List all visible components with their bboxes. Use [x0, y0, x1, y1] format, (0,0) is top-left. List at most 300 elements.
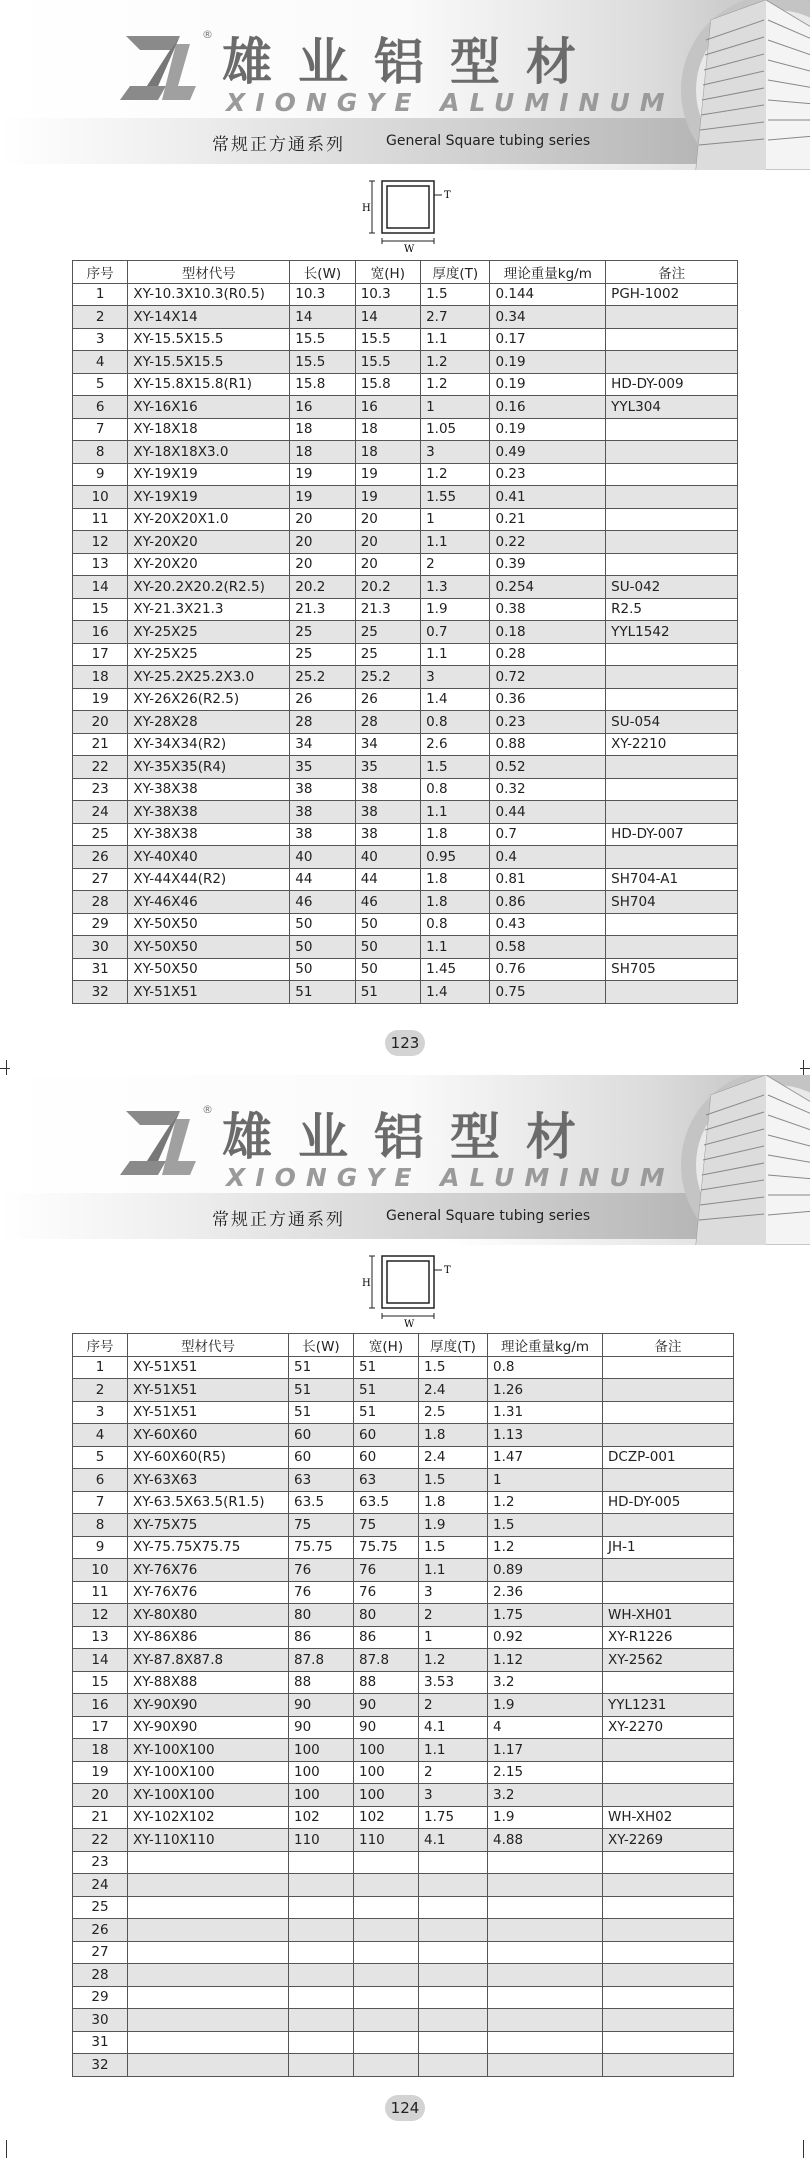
table-row	[73, 328, 738, 351]
length-w-cell: 25.2	[290, 666, 355, 689]
profile-code-cell: XY-40X40	[128, 846, 290, 869]
row-number-cell: 7	[73, 418, 128, 441]
length-w-cell: 40	[290, 846, 355, 869]
brand-name-en: XIONGYE ALUMINUM	[226, 88, 675, 117]
width-h-cell: 51	[355, 981, 420, 1004]
remark-cell: XY-R1226	[603, 1626, 734, 1649]
remark-cell	[603, 1671, 734, 1694]
diagram-label-h: H	[362, 203, 371, 214]
diagram-label-h: H	[362, 1278, 371, 1289]
length-w-cell: 35	[290, 756, 355, 779]
profile-code-cell: XY-15.5X15.5	[128, 351, 290, 374]
thickness-t-cell: 2.4	[419, 1379, 488, 1402]
profile-code-cell	[128, 1874, 289, 1897]
series-title-cn: 常规正方通系列	[212, 135, 345, 155]
width-h-cell: 80	[354, 1604, 419, 1627]
diagram-label-w: W	[404, 244, 415, 253]
remark-cell	[603, 1581, 734, 1604]
thickness-t-cell: 1.5	[419, 1356, 488, 1379]
width-h-cell: 15.8	[355, 373, 420, 396]
remark-cell: HD-DY-007	[606, 823, 738, 846]
remark-cell	[603, 1559, 734, 1582]
profile-code-cell: XY-51X51	[128, 1401, 289, 1424]
profile-code-cell: XY-19X19	[128, 486, 290, 509]
weight-cell: 0.39	[490, 553, 606, 576]
table-row	[73, 373, 738, 396]
profile-code-cell: XY-20X20	[128, 553, 290, 576]
width-h-cell: 63.5	[354, 1491, 419, 1514]
table-row	[73, 1356, 734, 1379]
width-h-cell: 75.75	[354, 1536, 419, 1559]
remark-cell	[606, 463, 738, 486]
weight-cell: 0.16	[490, 396, 606, 419]
length-w-cell: 25	[290, 643, 355, 666]
row-number-cell: 30	[73, 2009, 128, 2032]
row-number-cell: 11	[73, 508, 128, 531]
row-number-cell: 26	[73, 846, 128, 869]
remark-cell	[603, 1919, 734, 1942]
weight-cell: 0.21	[490, 508, 606, 531]
length-w-cell: 15.5	[290, 351, 355, 374]
page-number: 124	[385, 2095, 425, 2121]
weight-cell	[488, 1851, 603, 1874]
profile-code-cell: XY-28X28	[128, 711, 290, 734]
table-header-row	[73, 1334, 734, 1357]
length-w-cell: 75	[289, 1514, 354, 1537]
row-number-cell: 22	[73, 1829, 128, 1852]
thickness-t-cell: 1.5	[419, 1536, 488, 1559]
page-header	[0, 1075, 810, 1245]
profile-code-cell: XY-50X50	[128, 913, 290, 936]
length-w-cell: 110	[289, 1829, 354, 1852]
weight-cell: 2.36	[488, 1581, 603, 1604]
remark-cell	[606, 351, 738, 374]
width-h-cell: 21.3	[355, 598, 420, 621]
profile-code-cell: XY-60X60	[128, 1424, 289, 1447]
remark-cell	[603, 1424, 734, 1447]
table-row	[73, 1761, 734, 1784]
length-w-cell: 100	[289, 1739, 354, 1762]
remark-cell	[606, 553, 738, 576]
width-h-cell: 44	[355, 868, 420, 891]
thickness-t-cell	[419, 2031, 488, 2054]
thickness-t-cell: 1.8	[421, 868, 490, 891]
table-row	[73, 486, 738, 509]
thickness-t-cell	[419, 1919, 488, 1942]
remark-cell: HD-DY-005	[603, 1491, 734, 1514]
weight-cell: 0.36	[490, 688, 606, 711]
thickness-t-cell: 2	[419, 1761, 488, 1784]
remark-cell	[606, 418, 738, 441]
table-row	[73, 1469, 734, 1492]
table-row	[73, 1964, 734, 1987]
thickness-t-cell: 1.5	[421, 283, 490, 306]
table-row	[73, 508, 738, 531]
length-w-cell: 50	[290, 958, 355, 981]
remark-cell	[606, 688, 738, 711]
width-h-cell: 34	[355, 733, 420, 756]
table-row	[73, 1716, 734, 1739]
thickness-t-cell: 1.8	[419, 1424, 488, 1447]
table-row	[73, 1851, 734, 1874]
crop-mark	[800, 1068, 810, 1069]
row-number-cell: 22	[73, 756, 128, 779]
thickness-t-cell: 1	[421, 508, 490, 531]
weight-cell: 1.13	[488, 1424, 603, 1447]
thickness-t-cell: 1.1	[421, 328, 490, 351]
weight-cell: 0.44	[490, 801, 606, 824]
profile-code-cell: XY-51X51	[128, 1356, 289, 1379]
table-body	[73, 1356, 734, 2076]
row-number-cell: 24	[73, 801, 128, 824]
remark-cell	[603, 1784, 734, 1807]
width-h-cell: 25.2	[355, 666, 420, 689]
width-h-cell	[354, 1964, 419, 1987]
weight-cell: 0.19	[490, 418, 606, 441]
length-w-cell	[289, 1986, 354, 2009]
remark-cell: R2.5	[606, 598, 738, 621]
profile-code-cell: XY-88X88	[128, 1671, 289, 1694]
width-h-cell: 35	[355, 756, 420, 779]
profile-code-cell: XY-51X51	[128, 981, 290, 1004]
remark-cell	[606, 486, 738, 509]
table-row	[73, 1806, 734, 1829]
square-tube-diagram	[360, 175, 460, 253]
profile-code-cell: XY-76X76	[128, 1581, 289, 1604]
row-number-cell: 23	[73, 1851, 128, 1874]
width-h-cell: 60	[354, 1446, 419, 1469]
length-w-cell: 38	[290, 823, 355, 846]
column-header: 厚度(T)	[421, 261, 490, 284]
profile-code-cell: XY-90X90	[128, 1694, 289, 1717]
width-h-cell: 50	[355, 913, 420, 936]
profile-code-cell: XY-76X76	[128, 1559, 289, 1582]
width-h-cell: 20	[355, 508, 420, 531]
length-w-cell: 51	[289, 1401, 354, 1424]
length-w-cell: 51	[290, 981, 355, 1004]
width-h-cell	[354, 1874, 419, 1897]
row-number-cell: 9	[73, 463, 128, 486]
width-h-cell: 15.5	[355, 328, 420, 351]
table-row	[73, 1739, 734, 1762]
thickness-t-cell: 4.1	[419, 1716, 488, 1739]
length-w-cell: 28	[290, 711, 355, 734]
width-h-cell: 19	[355, 463, 420, 486]
remark-cell	[603, 1896, 734, 1919]
weight-cell: 0.22	[490, 531, 606, 554]
length-w-cell: 100	[289, 1761, 354, 1784]
table-row	[73, 1986, 734, 2009]
table-row	[73, 598, 738, 621]
catalog-page-123	[0, 0, 810, 1060]
weight-cell: 0.7	[490, 823, 606, 846]
remark-cell: YYL304	[606, 396, 738, 419]
width-h-cell: 20	[355, 531, 420, 554]
length-w-cell: 60	[289, 1424, 354, 1447]
profile-code-cell: XY-20X20X1.0	[128, 508, 290, 531]
length-w-cell	[289, 1941, 354, 1964]
weight-cell: 1.47	[488, 1446, 603, 1469]
thickness-t-cell: 1.2	[421, 351, 490, 374]
length-w-cell	[289, 1896, 354, 1919]
remark-cell: JH-1	[603, 1536, 734, 1559]
catalog-page-124	[0, 1075, 810, 2135]
length-w-cell: 10.3	[290, 283, 355, 306]
width-h-cell: 14	[355, 306, 420, 329]
weight-cell: 0.17	[490, 328, 606, 351]
width-h-cell: 15.5	[355, 351, 420, 374]
profile-code-cell	[128, 2031, 289, 2054]
row-number-cell: 9	[73, 1536, 128, 1559]
crop-mark	[6, 2140, 7, 2158]
row-number-cell: 15	[73, 598, 128, 621]
thickness-t-cell: 1.8	[421, 891, 490, 914]
row-number-cell: 10	[73, 1559, 128, 1582]
thickness-t-cell: 3	[421, 441, 490, 464]
profile-code-cell: XY-18X18	[128, 418, 290, 441]
row-number-cell: 1	[73, 283, 128, 306]
length-w-cell	[289, 1919, 354, 1942]
row-number-cell: 29	[73, 1986, 128, 2009]
row-number-cell: 32	[73, 2054, 128, 2077]
weight-cell: 1.12	[488, 1649, 603, 1672]
length-w-cell: 63.5	[289, 1491, 354, 1514]
profile-code-cell	[128, 2054, 289, 2077]
profile-code-cell: XY-50X50	[128, 958, 290, 981]
thickness-t-cell: 2	[419, 1694, 488, 1717]
remark-cell	[606, 328, 738, 351]
length-w-cell: 76	[289, 1581, 354, 1604]
weight-cell: 1.75	[488, 1604, 603, 1627]
length-w-cell: 90	[289, 1716, 354, 1739]
thickness-t-cell: 1.9	[421, 598, 490, 621]
weight-cell: 1.2	[488, 1536, 603, 1559]
profile-code-cell: XY-51X51	[128, 1379, 289, 1402]
row-number-cell: 17	[73, 1716, 128, 1739]
thickness-t-cell: 0.8	[421, 711, 490, 734]
weight-cell: 0.19	[490, 373, 606, 396]
remark-cell	[606, 756, 738, 779]
brand-name-en: XIONGYE ALUMINUM	[226, 1163, 675, 1192]
row-number-cell: 6	[73, 1469, 128, 1492]
weight-cell: 0.23	[490, 711, 606, 734]
row-number-cell: 24	[73, 1874, 128, 1897]
length-w-cell: 63	[289, 1469, 354, 1492]
remark-cell	[603, 1469, 734, 1492]
width-h-cell: 50	[355, 958, 420, 981]
remark-cell	[603, 1964, 734, 1987]
table-row	[73, 1626, 734, 1649]
width-h-cell	[354, 2009, 419, 2032]
weight-cell: 0.92	[488, 1626, 603, 1649]
weight-cell: 0.41	[490, 486, 606, 509]
thickness-t-cell: 1.4	[421, 981, 490, 1004]
length-w-cell: 60	[289, 1446, 354, 1469]
row-number-cell: 27	[73, 868, 128, 891]
width-h-cell: 38	[355, 778, 420, 801]
thickness-t-cell: 1	[419, 1626, 488, 1649]
remark-cell	[603, 2009, 734, 2032]
table-row	[73, 621, 738, 644]
table-row	[73, 1514, 734, 1537]
profile-code-cell: XY-110X110	[128, 1829, 289, 1852]
thickness-t-cell	[419, 2009, 488, 2032]
thickness-t-cell: 0.95	[421, 846, 490, 869]
column-header: 备注	[603, 1334, 734, 1357]
remark-cell	[606, 936, 738, 959]
row-number-cell: 7	[73, 1491, 128, 1514]
remark-cell: YYL1231	[603, 1694, 734, 1717]
table-row	[73, 306, 738, 329]
weight-cell	[488, 2031, 603, 2054]
profile-code-cell: XY-50X50	[128, 936, 290, 959]
thickness-t-cell: 1.2	[421, 463, 490, 486]
row-number-cell: 32	[73, 981, 128, 1004]
length-w-cell	[289, 2031, 354, 2054]
table-row	[73, 733, 738, 756]
width-h-cell: 16	[355, 396, 420, 419]
registered-mark: ®	[202, 28, 213, 41]
weight-cell	[488, 1896, 603, 1919]
remark-cell: XY-2270	[603, 1716, 734, 1739]
width-h-cell	[354, 1851, 419, 1874]
row-number-cell: 3	[73, 1401, 128, 1424]
length-w-cell: 88	[289, 1671, 354, 1694]
row-number-cell: 5	[73, 1446, 128, 1469]
row-number-cell: 19	[73, 1761, 128, 1784]
width-h-cell: 100	[354, 1761, 419, 1784]
length-w-cell: 87.8	[289, 1649, 354, 1672]
weight-cell: 0.32	[490, 778, 606, 801]
table-header-row	[73, 261, 738, 284]
length-w-cell: 80	[289, 1604, 354, 1627]
weight-cell: 0.144	[490, 283, 606, 306]
length-w-cell: 21.3	[290, 598, 355, 621]
weight-cell: 1.26	[488, 1379, 603, 1402]
row-number-cell: 28	[73, 891, 128, 914]
length-w-cell: 15.5	[290, 328, 355, 351]
row-number-cell: 21	[73, 1806, 128, 1829]
thickness-t-cell: 1.1	[421, 801, 490, 824]
table-row	[73, 1829, 734, 1852]
weight-cell: 1	[488, 1469, 603, 1492]
width-h-cell: 51	[354, 1379, 419, 1402]
weight-cell: 3.2	[488, 1671, 603, 1694]
table-row	[73, 283, 738, 306]
profile-code-cell: XY-19X19	[128, 463, 290, 486]
row-number-cell: 4	[73, 351, 128, 374]
weight-cell: 0.75	[490, 981, 606, 1004]
length-w-cell: 38	[290, 778, 355, 801]
width-h-cell	[354, 1919, 419, 1942]
column-header: 型材代号	[128, 261, 290, 284]
table-row	[73, 2031, 734, 2054]
row-number-cell: 13	[73, 553, 128, 576]
registered-mark: ®	[202, 1103, 213, 1116]
remark-cell: SU-054	[606, 711, 738, 734]
row-number-cell: 31	[73, 2031, 128, 2054]
width-h-cell	[354, 1941, 419, 1964]
series-title-en: General Square tubing series	[386, 133, 591, 149]
thickness-t-cell: 0.7	[421, 621, 490, 644]
profile-code-cell: XY-20X20	[128, 531, 290, 554]
crop-mark	[6, 1060, 7, 1076]
thickness-t-cell: 3	[421, 666, 490, 689]
width-h-cell: 102	[354, 1806, 419, 1829]
length-w-cell: 20	[290, 553, 355, 576]
thickness-t-cell: 3	[419, 1581, 488, 1604]
row-number-cell: 20	[73, 711, 128, 734]
thickness-t-cell	[419, 1964, 488, 1987]
table-row	[73, 936, 738, 959]
remark-cell	[603, 1514, 734, 1537]
weight-cell: 4.88	[488, 1829, 603, 1852]
table-row	[73, 1581, 734, 1604]
length-w-cell	[289, 1964, 354, 1987]
width-h-cell: 63	[354, 1469, 419, 1492]
row-number-cell: 1	[73, 1356, 128, 1379]
thickness-t-cell: 2	[421, 553, 490, 576]
profile-code-cell: XY-102X102	[128, 1806, 289, 1829]
row-number-cell: 23	[73, 778, 128, 801]
remark-cell	[603, 1401, 734, 1424]
profile-code-cell: XY-100X100	[128, 1784, 289, 1807]
profile-code-cell: XY-44X44(R2)	[128, 868, 290, 891]
weight-cell: 0.49	[490, 441, 606, 464]
brand-name-cn: 雄业铝型材	[222, 32, 602, 91]
table-row	[73, 1671, 734, 1694]
thickness-t-cell: 2.7	[421, 306, 490, 329]
table-row	[73, 778, 738, 801]
width-h-cell	[354, 2031, 419, 2054]
remark-cell	[606, 508, 738, 531]
thickness-t-cell: 2.5	[419, 1401, 488, 1424]
profile-code-cell: XY-87.8X87.8	[128, 1649, 289, 1672]
weight-cell: 0.76	[490, 958, 606, 981]
remark-cell	[606, 666, 738, 689]
remark-cell: WH-XH02	[603, 1806, 734, 1829]
length-w-cell	[289, 2009, 354, 2032]
column-header: 宽(H)	[354, 1334, 419, 1357]
column-header: 序号	[73, 1334, 128, 1357]
profile-code-cell: XY-38X38	[128, 823, 290, 846]
weight-cell: 1.9	[488, 1694, 603, 1717]
weight-cell: 1.17	[488, 1739, 603, 1762]
thickness-t-cell: 4.1	[419, 1829, 488, 1852]
profile-code-cell: XY-25X25	[128, 643, 290, 666]
remark-cell: YYL1542	[606, 621, 738, 644]
thickness-t-cell: 1.1	[419, 1559, 488, 1582]
profile-code-cell	[128, 1986, 289, 2009]
thickness-t-cell: 1.2	[421, 373, 490, 396]
thickness-t-cell	[419, 1896, 488, 1919]
table-row	[73, 801, 738, 824]
width-h-cell: 20.2	[355, 576, 420, 599]
width-h-cell: 25	[355, 621, 420, 644]
thickness-t-cell: 1.1	[421, 936, 490, 959]
remark-cell	[606, 643, 738, 666]
length-w-cell: 51	[289, 1356, 354, 1379]
thickness-t-cell: 1.4	[421, 688, 490, 711]
remark-cell: SH704	[606, 891, 738, 914]
width-h-cell: 46	[355, 891, 420, 914]
remark-cell	[603, 1986, 734, 2009]
row-number-cell: 3	[73, 328, 128, 351]
table-row	[73, 1919, 734, 1942]
row-number-cell: 26	[73, 1919, 128, 1942]
width-h-cell: 90	[354, 1694, 419, 1717]
thickness-t-cell: 1.3	[421, 576, 490, 599]
